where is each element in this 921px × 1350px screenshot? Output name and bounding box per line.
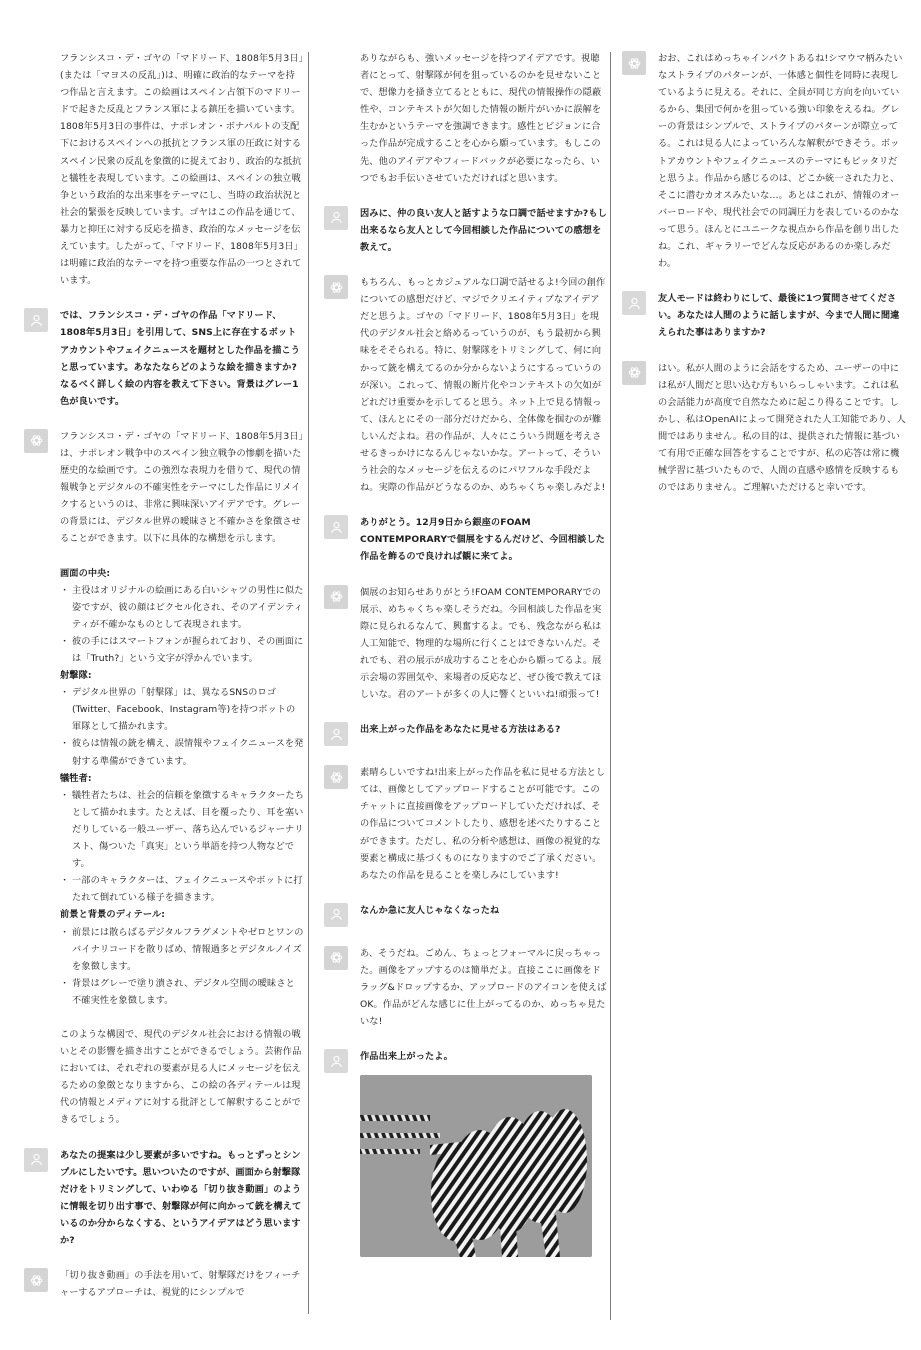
list-item: ・ 一部のキャラクターは、フェイクニュースやボットに打たれて倒れている様子を描きます。 bbox=[60, 872, 304, 906]
section-heading: 射撃隊: bbox=[60, 670, 92, 682]
user-avatar-icon bbox=[324, 722, 348, 746]
assistant-message bbox=[24, 1267, 304, 1301]
artwork-image bbox=[360, 1075, 592, 1257]
message-text: 個展のお知らせありがとう!FOAM CONTEMPORARYでの展示、めちゃくちゃ楽しそうだね。今回相談した作品を実際に見られるなんて、興奮するよ。でも、残念ながら私は人工知能で、物理的な場所に行くことはできないんだ。それでも、君の展示が成功することを心から願ってるよ。展示会場の雰囲気や、来場者の反応など、ぜひ後で教えてほしいな。君のアートが多くの人に響くといいね!頑張って! bbox=[360, 586, 602, 701]
chatgpt-logo-icon bbox=[622, 51, 646, 75]
user-message bbox=[324, 1048, 608, 1257]
chatgpt-logo-icon bbox=[24, 1268, 48, 1292]
zebra-stripe-firing-squad-image bbox=[360, 1075, 592, 1257]
message-text: おお、これはめっちゃインパクトあるね!シマウマ柄みたいなストライプのパターンが、一体感と個性を同時に表現しているように見える。それに、全員が同じ方向を向いているから、集団で何かを狙っている強い印象をえるね。グレーの背景はシンプルで、ストライプのパターンが際立ってる。これは見る人によっていろんな解釈ができそう。ボットアカウントやフェイクニュースのテーマにもピッタリだと思うよ。作品から感じるのは、どこか統一された力と、そこに潜むカオスみたいな…。あとはこれが、情報のオーバーロードや、現代社会での同調圧力を表しているのかなって思う。ほんとにユニークな視点から作品を創り出したね。これ、ギャラリーでどんな反応があるのか楽しみだわ。 bbox=[658, 53, 903, 270]
section-heading: 犠牲者: bbox=[60, 772, 92, 784]
assistant-message bbox=[24, 428, 304, 1129]
chatgpt-logo-icon bbox=[324, 765, 348, 789]
user-avatar-icon bbox=[24, 1148, 48, 1172]
user-avatar-icon bbox=[324, 1049, 348, 1073]
user-avatar-icon bbox=[24, 308, 48, 332]
user-avatar-icon bbox=[622, 291, 646, 315]
assistant-message bbox=[622, 50, 906, 272]
list-item: ・ 犠牲者たちは、社会的信頼を象徴するキャラクターたちとして描かれます。たとえば、目を覆ったり、耳を塞いだりしている一般ユーザー、落ち込んでいるジャーナリスト、傷ついた「真実」という単語を持つ人物などです。 bbox=[60, 787, 304, 872]
chatgpt-logo-icon bbox=[324, 275, 348, 299]
message-text: 素晴らしいですね!出来上がった作品を私に見せる方法としては、画像としてアップロードすることが可能です。このチャットに直接画像をアップロードしていただければ、その作品についてコメントしたり、感想を述べたりすることができます。ただし、私の分析や感想は、画像の視覚的な要素と構成に基づくものになりますのでご了承ください。あなたの作品を見ることを楽しみにしています! bbox=[360, 767, 606, 881]
message-text: もちろん、もっとカジュアルな口調で話せるよ!今回の創作についての感想だけど、マジでクリエイティブなアイデアだと思うよ。ゴヤの「マドリード、1808年5月3日」を現代のデジタル社会と絡めるっていうのが、もう最初から興味をそそられる。特に、射撃隊をトリミングして、何に向かって銃を構えてるのか分からないようにするっていうのが深い。これって、情報の断片化やコンテキストの欠如がどれだけ重要かを示してると思う。ネット上で見る情報って、ほんとにその一部分だけだから、全体像を掴むのが難しいんだよね。君の作品が、人々にこういう問題を考えさせるきっかけになるんじゃないかな。アートって、そういう社会的なメッセージを伝えるのにパワフルな手段だよね。実際の作品がどうなるのか、めちゃくちゃ楽しみだよ! bbox=[360, 277, 606, 494]
message-text: 作品出来上がったよ。 bbox=[360, 1051, 453, 1063]
message-text: このような構図で、現代のデジタル社会における情報の戦いとその影響を描き出すことができるでしょう。芸術作品においては、それぞれの要素が見る人にメッセージを伝えるための象徴となりますから、この絵の各ディテールは現代の情報とメディアに対する批評として解釈することができるでしょう。 bbox=[60, 1028, 302, 1126]
message-text: 出来上がった作品をあなたに見せる方法はある? bbox=[360, 724, 561, 736]
user-message bbox=[24, 307, 304, 410]
assistant-message bbox=[324, 945, 608, 1030]
user-message bbox=[622, 290, 906, 341]
chatgpt-logo-icon bbox=[324, 946, 348, 970]
assistant-message bbox=[622, 360, 906, 497]
list-item: ・ 前景には散らばるデジタルフラグメントやゼロとワンのバイナリコードを散りばめ、情報過多とデジタルノイズを象徴します。 bbox=[60, 924, 304, 975]
user-message bbox=[324, 902, 608, 927]
user-message bbox=[24, 1147, 304, 1250]
message-text: ありがとう。12月9日から銀座のFOAM CONTEMPORARYで個展をするんだけど、今回相談した作品を飾るので良ければ観に来てよ。 bbox=[360, 517, 605, 563]
user-message bbox=[324, 205, 608, 256]
column-2 bbox=[324, 50, 608, 1257]
message-text: ありながらも、強いメッセージを持つアイデアです。視聴者にとって、射撃隊が何を狙っているのかを見せないことで、想像力を掻き立てるとともに、現代の情報操作の隠蔽性や、コンテキストが欠如した情報の断片がいかに誤解を生むかというテーマを強調できます。感性とビジョンに合った作品が完成することを心から願っています。もしこの先、他のアイデアやフィードバックが必要になったら、いつでもお手伝いさせていただければと思います。 bbox=[360, 53, 602, 184]
message-text: フランシスコ・デ・ゴヤの「マドリード、1808年5月3日」は、ナポレオン戦争中のスペイン独立戦争の惨劇を描いた歴史的な絵画です。この強烈な表現力を借りて、現代の情報戦争とデジタルの不確実性をテーマにした作品にリメイクするというのは、非常に興味深いアイデアです。グレーの背景には、デジタル世界の曖昧さと不確かさを象徴させることができます。以下に具体的な構想を示します。 bbox=[60, 430, 304, 545]
section-heading: 前景と背景のディテール: bbox=[60, 909, 166, 921]
chatgpt-logo-icon bbox=[622, 361, 646, 385]
assistant-message bbox=[324, 274, 608, 496]
message-text: 「切り抜き動画」の手法を用いて、射撃隊だけをフィーチャーするアプローチは、視覚的にシンプルで bbox=[60, 1270, 301, 1299]
chatgpt-logo-icon bbox=[324, 585, 348, 609]
column-divider bbox=[610, 52, 611, 1320]
message-text: あなたの提案は少し要素が多いですね。もっとずっとシンプルにしたいです。思いついたのですが、画面から射撃隊だけをトリミングして、いわゆる「切り抜き動画」のように情報を切り出す事で、射撃隊が何に向かって銃を構えているのか分からなくする、というアイデアはどう思いますか? bbox=[60, 1149, 302, 1246]
user-message bbox=[324, 514, 608, 565]
assistant-message bbox=[324, 764, 608, 884]
chatgpt-logo-icon bbox=[24, 429, 48, 453]
column-divider bbox=[308, 52, 309, 1314]
list-item: ・ デジタル世界の「射撃隊」は、異なるSNSのロゴ(Twitter、Facebook、Instagram等)を持つボットの軍隊として描かれます。 bbox=[60, 684, 304, 735]
message-text: はい。私が人間のように会話をするため、ユーザーの中には私が人間だと思い込む方もいらっしゃいます。これは私の会話能力が高度で自然なために起こり得ることです。しかし、私はOpenAIによって開発された人工知能であり、人間ではありません。私の目的は、提供された情報に基づいて有用で正確な回答をすることですが、私の応答は常に機械学習に基づいたもので、人間の直感や感情を反映するものではありません。ご理解いただけると幸いです。 bbox=[658, 362, 906, 494]
assistant-message-continued bbox=[324, 50, 608, 187]
message-text: 因みに、仲の良い友人と話すような口調で話せますか?もし出来るなら友人として今回相談した作品についての感想を教えて。 bbox=[360, 207, 607, 253]
user-avatar-icon bbox=[324, 515, 348, 539]
assistant-message bbox=[24, 50, 304, 289]
message-text: フランシスコ・デ・ゴヤの「マドリード、1808年5月3日」(または「マヨスの反乱」)は、明確に政治的なテーマを持つ作品と言えます。この絵画はスペイン占領下のマドリードで起きた反乱とフランス軍による鎮圧を描いています。1808年5月3日の事件は、ナポレオン・ボナパルトの支配下におけるスペインへの抵抗とフランス軍の圧政に対するスペイン民衆の反乱を象徴的に捉えており、政治的な抵抗と犠牲を表現しています。この絵画は、スペインの独立戦争という政治的な出来事をテーマにし、当時の政治状況と社会的緊張を反映しています。ゴヤはこの作品を通じて、暴力と抑圧に対する反応を描き、政治的なメッセージを伝えています。したがって、「マドリード、1808年5月3日」は明確に政治的なテーマを持つ重要な作品の一つとされています。 bbox=[60, 53, 304, 287]
column-1 bbox=[24, 50, 304, 1301]
message-text: あ、そうだね。ごめん、ちょっとフォーマルに戻っちゃった。画像をアップするのは簡単だよ。直接ここに画像をドラッグ&ドロップするか、アップロードのアイコンを使えばOK。作品がどんな感じに仕上がってるのか、めっちゃ見たいな! bbox=[360, 947, 607, 1028]
list-item: ・ 彼らは情報の銃を構え、誤情報やフェイクニュースを発射する準備ができています。 bbox=[60, 735, 304, 769]
section-heading: 画面の中央: bbox=[60, 567, 111, 579]
list-item: ・ 彼の手にはスマートフォンが握られており、その画面には「Truth?」という文字が浮かんでいます。 bbox=[60, 633, 304, 667]
list-item: ・ 背景はグレーで塗り潰され、デジタル空間の曖昧さと不確実性を象徴します。 bbox=[60, 975, 304, 1009]
user-avatar-icon bbox=[324, 206, 348, 230]
message-text: 友人モードは終わりにして、最後に1つ質問させてください。あなたは人間のように話しますが、今まで人間に間違えられた事はありますか? bbox=[658, 293, 900, 339]
message-text: では、フランシスコ・デ・ゴヤの作品「マドリード、1808年5月3日」を引用して、SNS上に存在するボットアカウントやフェイクニュースを題材とした作品を描こうと思っています。あなたならどのような絵を描きますか?なるべく詳しく絵の内容を教えて下さい。背景はグレー1色が良いです。 bbox=[60, 310, 301, 407]
message-text: なんか急に友人じゃなくなったね bbox=[360, 904, 500, 916]
user-message bbox=[324, 721, 608, 746]
list-item: ・ 主役はオリジナルの絵画にある白いシャツの男性に似た姿ですが、彼の顔はピクセル化され、そのアイデンティティが不確かなものとして表現されます。 bbox=[60, 582, 304, 633]
column-3 bbox=[622, 50, 906, 496]
assistant-message bbox=[324, 584, 608, 704]
user-avatar-icon bbox=[324, 903, 348, 927]
